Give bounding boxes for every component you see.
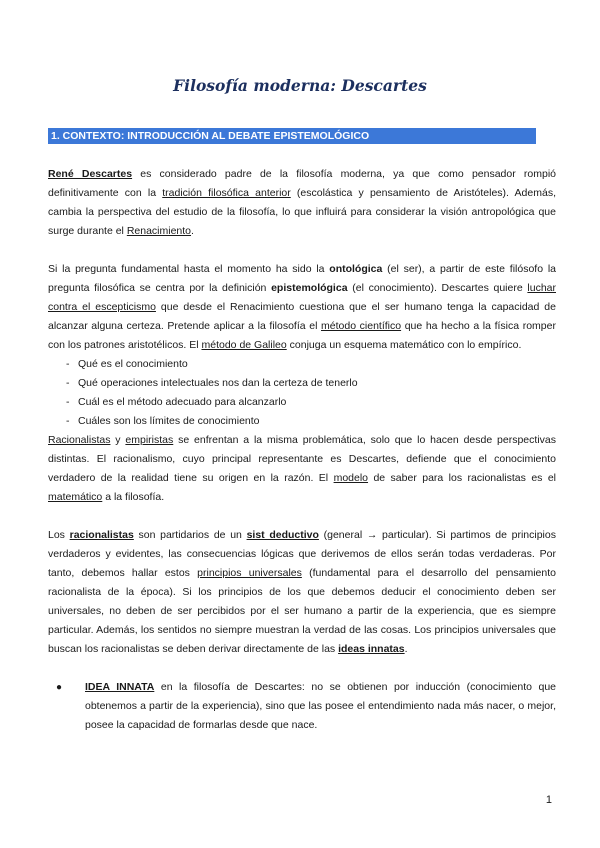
bullet-innate-idea: ● IDEA INNATA en la filosofía de Descartes: no se obtienen por inducción (conocimiento que obtenemos a partir de la experiencia), sino que las posee el entendimiento nada más nacer, o mejor, posee la capacidad de formarlas desde que nace. (48, 678, 556, 735)
bullet-dot-icon: ● (56, 682, 63, 693)
bold-term: epistemológica (271, 282, 348, 294)
bold-underlined-term: racionalistas (69, 529, 134, 541)
underlined-term: tradición filosófica anterior (162, 187, 291, 199)
document-body (48, 165, 556, 735)
underlined-term: Renacimiento (126, 225, 192, 237)
underlined-term: empiristas (125, 434, 174, 446)
descartes-name: René Descartes (48, 168, 133, 180)
list-item: - Cuál es el método adecuado para alcanzarlo (48, 393, 556, 412)
section-heading: 1. CONTEXTO: INTRODUCCIÓN AL DEBATE EPISTEMOLÓGICO (48, 128, 536, 144)
bold-term: ontológica (329, 263, 383, 275)
underlined-term: método de Galileo (201, 339, 287, 351)
bold-underlined-term: sist deductivo (246, 529, 319, 541)
underlined-term: Racionalistas (48, 434, 111, 446)
bold-underlined-term: ideas innatas (338, 643, 405, 655)
underlined-term: modelo (333, 472, 369, 484)
list-item: - Cuáles son los límites de conocimiento (48, 412, 556, 431)
paragraph-deductive-system: Los racionalistas son partidarios de un sist deductivo (general → particular). Si partimos de principios verdaderos y evidentes, las consecuencias lógicas que derivemos de ellos serán todas verdaderas. Por tanto, debemos hallar estos principios universales (fundamental para el desarrollo del pensamiento racionalista de la época). Si los principios de los que debemos deducir el conocimiento deben ser universales, no deben de ser percibidos por el ser humano a partir de la experiencia, que es siempre particular. Además, los sentidos no siempre muestran la verdad de las cosas. Los principios universales que buscan los racionalistas se deben derivar directamente de las ideas innatas. (48, 529, 556, 655)
question-list (48, 355, 556, 431)
bold-underlined-term: IDEA INNATA (85, 681, 155, 693)
list-item: - Qué operaciones intelectuales nos dan la certeza de tenerlo (48, 374, 556, 393)
underlined-term: principios universales (197, 567, 302, 579)
page-number: 1 (545, 794, 552, 806)
paragraph-question: Si la pregunta fundamental hasta el momento ha sido la ontológica (el ser), a partir de este filósofo la pregunta filosófica se centra por la definición epistemológica (el conocimiento). Descartes quiere luchar contra el escepticismo que desde el Renacimiento cuestiona que el ser humano tenga la capacidad de alcanzar alguna certeza. Pretende aplicar a la filosofía el método científico que ha hecho a la física romper con los patrones aristotélicos. El método de Galileo conjuga un esquema matemático con lo empírico. (48, 263, 556, 351)
page-title: Filosofía moderna: Descartes (173, 76, 427, 95)
list-item: - Qué es el conocimiento (48, 355, 556, 374)
underlined-term: método científico (321, 320, 402, 332)
underlined-term: luchar contra el escepticismo (48, 282, 556, 313)
paragraph-rationalists-empiricists: Racionalistas y empiristas se enfrentan a la misma problemática, solo que lo hacen desde perspectivas distintas. El racionalismo, cuyo principal representante es Descartes, defiende que el conocimiento verdadero de la realidad tiene su origen en la razón. El modelo de saber para los racionalistas es el matemático a la filosofía. (48, 434, 556, 503)
underlined-term: matemático (48, 491, 103, 503)
paragraph-intro: René Descartes es considerado padre de la filosofía moderna, ya que como pensador rompió definitivamente con la tradición filosófica anterior (escolástica y pensamiento de Aristóteles). Además, cambia la perspectiva del estudio de la filosofía, lo que influirá para considerar la visión antropológica que surge durante el Renacimiento. (48, 168, 557, 237)
